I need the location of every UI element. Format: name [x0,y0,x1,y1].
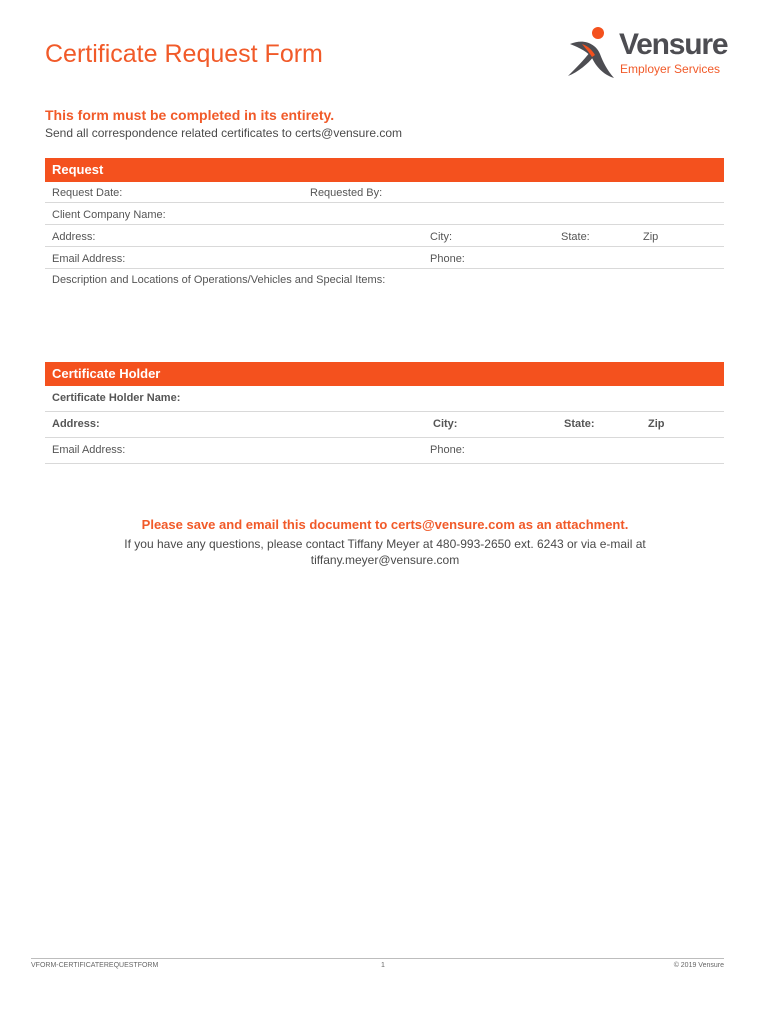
request-city-field[interactable]: City: [430,231,452,243]
footer-page-number: 1 [381,962,385,969]
page-title: Certificate Request Form [45,40,323,68]
request-email-field[interactable]: Email Address: [52,253,126,265]
request-row-email [45,248,724,269]
request-row-address [45,226,724,247]
holder-section-header: Certificate Holder [45,362,724,386]
contact-instruction [0,536,770,568]
holder-row-email [45,438,724,464]
holder-city-field[interactable]: City: [433,418,458,430]
request-zip-field[interactable]: Zip [643,231,659,243]
request-phone-field[interactable]: Phone: [430,253,465,265]
request-state-field[interactable]: State: [561,231,590,243]
holder-row-address [45,412,724,438]
save-instruction: Please save and email this document to certs@vensure.com as an attachment. [141,517,629,532]
request-address-field[interactable]: Address: [52,231,96,243]
logo-wordmark: Vensure [619,28,728,61]
contact-line-1: If you have any questions, please contact Tiffany Meyer at 480-993-2650 ext. 6243 or via e-mail at [124,537,646,551]
footer-divider [31,958,724,959]
completion-notice: This form must be completed in its entirety. [45,107,335,123]
request-row-date [45,182,724,203]
correspondence-instruction: Send all correspondence related certificates to certs@vensure.com [45,126,403,140]
company-logo [562,24,732,84]
client-company-field[interactable]: Client Company Name: [52,209,166,221]
holder-address-field[interactable]: Address: [52,418,100,430]
holder-zip-field[interactable]: Zip [648,418,665,430]
footer-copyright: © 2019 Vensure [673,962,724,969]
request-date-field[interactable]: Request Date: [52,187,123,199]
logo-tagline: Employer Services [620,62,721,76]
holder-row-name [45,386,724,412]
footer-form-code: VFORM-CERTIFICATEREQUESTFORM [31,962,159,969]
holder-name-field[interactable]: Certificate Holder Name: [52,392,181,404]
vensure-logo-mark-icon [562,24,622,84]
request-row-company [45,204,724,225]
request-section-header: Request [45,158,724,182]
requested-by-field[interactable]: Requested By: [310,187,383,199]
contact-line-2: tiffany.meyer@vensure.com [310,553,460,567]
description-field[interactable] [45,269,724,361]
holder-state-field[interactable]: State: [564,418,595,430]
holder-phone-field[interactable]: Phone: [430,444,465,456]
holder-email-field[interactable]: Email Address: [52,444,126,456]
description-label: Description and Locations of Operations/Vehicles and Special Items: [52,274,386,286]
